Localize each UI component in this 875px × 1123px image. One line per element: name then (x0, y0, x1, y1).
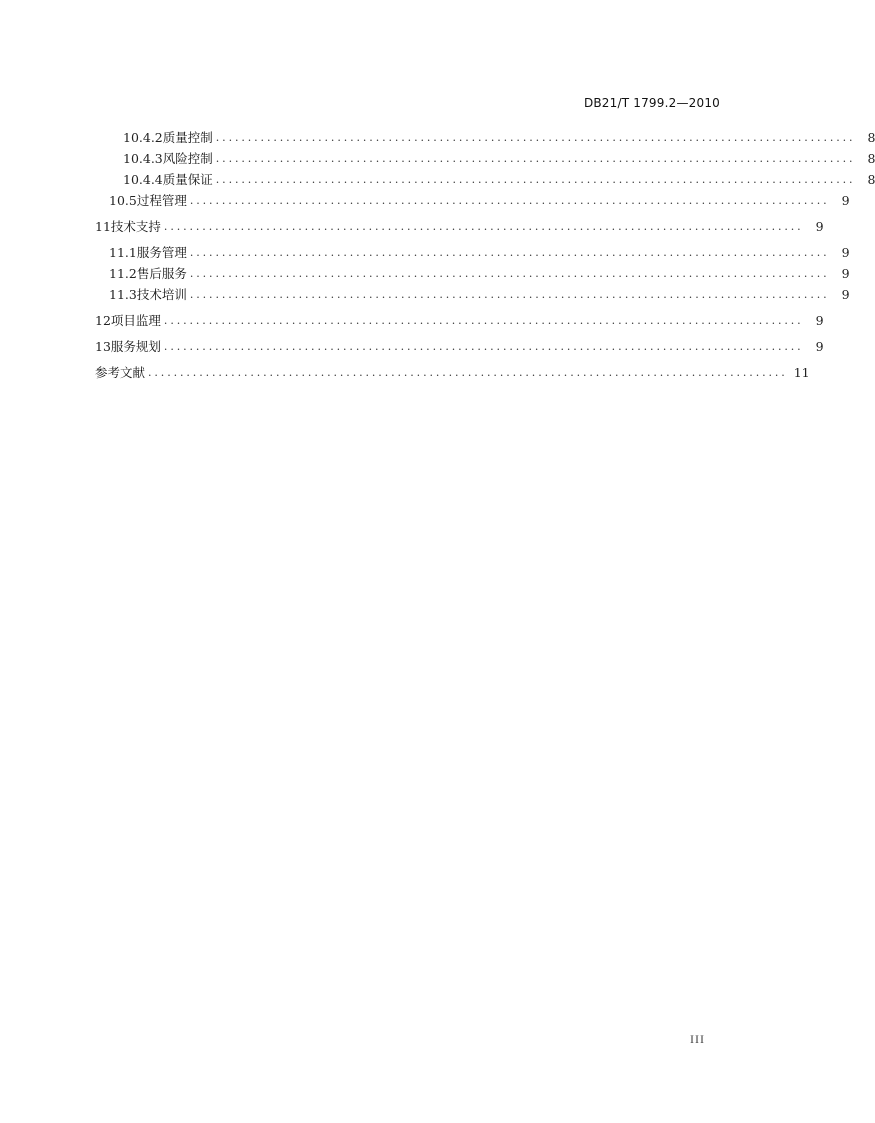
toc-entry-page: 8 (867, 172, 875, 187)
toc-entry[interactable] (123, 172, 875, 188)
toc-entry[interactable] (109, 245, 850, 261)
toc-entry-page: 9 (841, 266, 850, 281)
toc-entry-title: 过程管理 (136, 193, 187, 208)
toc-leader-dots: .................................................................................................... (189, 246, 830, 259)
toc-entry-number: 11.1 (109, 245, 137, 260)
toc-entry-number: 11.2 (109, 266, 137, 281)
toc-entry-number: 10.4.4 (123, 172, 163, 187)
toc-leader-dots: .................................................................................................... (215, 173, 856, 186)
toc-leader-dots: .................................................................................................... (215, 152, 856, 165)
toc-entry[interactable] (95, 339, 824, 355)
toc-entry-page: 8 (867, 151, 875, 166)
toc-entry[interactable] (109, 287, 850, 303)
document-code: DB21/T 1799.2—2010 (583, 96, 720, 110)
toc-entry[interactable] (95, 313, 824, 329)
toc-leader-dots: .................................................................................................... (163, 314, 804, 327)
toc-entry-page: 9 (815, 313, 824, 328)
toc-entry-title: 风险控制 (162, 151, 213, 166)
toc-entry-number: 10.4.3 (123, 151, 163, 166)
toc-entry-page: 9 (841, 245, 850, 260)
toc-entry-title: 技术培训 (136, 287, 187, 302)
toc-leader-dots: .................................................................................................... (189, 267, 830, 280)
toc-entry-page: 9 (815, 219, 824, 234)
toc-leader-dots: .................................................................................................... (189, 194, 830, 207)
toc-entry-number: 12 (95, 313, 111, 328)
toc-entry[interactable] (123, 130, 875, 146)
toc-leader-dots: .................................................................................................... (215, 131, 856, 144)
toc-leader-dots: .................................................................................................... (163, 340, 804, 353)
toc-leader-dots: .................................................................................................... (148, 366, 788, 379)
toc-entry-title: 服务管理 (136, 245, 187, 260)
toc-entry-page: 9 (841, 287, 850, 302)
toc-entry[interactable] (95, 219, 824, 235)
toc-entry-number: 13 (95, 339, 111, 354)
toc-entry[interactable] (109, 266, 850, 282)
toc-entry-title: 参考文献 (95, 365, 146, 380)
toc-entry-page: 9 (841, 193, 850, 208)
toc-entry[interactable] (123, 151, 875, 167)
toc-entry-title: 服务规划 (110, 339, 161, 354)
toc-entry-page: 9 (815, 339, 824, 354)
toc-entry[interactable] (109, 193, 850, 209)
toc-entry-title: 售后服务 (136, 266, 187, 281)
toc-entry-number: 10.4.2 (123, 130, 163, 145)
toc-leader-dots: .................................................................................................... (189, 288, 830, 301)
page-number: III (690, 1032, 705, 1046)
toc-entry-title: 质量保证 (162, 172, 213, 187)
toc-leader-dots: .................................................................................................... (163, 220, 804, 233)
toc-entry-number: 10.5 (109, 193, 137, 208)
toc-entry-title: 质量控制 (162, 130, 213, 145)
toc-entry[interactable] (95, 365, 810, 381)
toc-entry-page: 11 (793, 365, 810, 380)
toc-entry-title: 项目监理 (110, 313, 161, 328)
toc-entry-page: 8 (867, 130, 875, 145)
toc-entry-number: 11 (95, 219, 111, 234)
toc-entry-title: 技术支持 (110, 219, 161, 234)
toc-entry-number: 11.3 (109, 287, 137, 302)
